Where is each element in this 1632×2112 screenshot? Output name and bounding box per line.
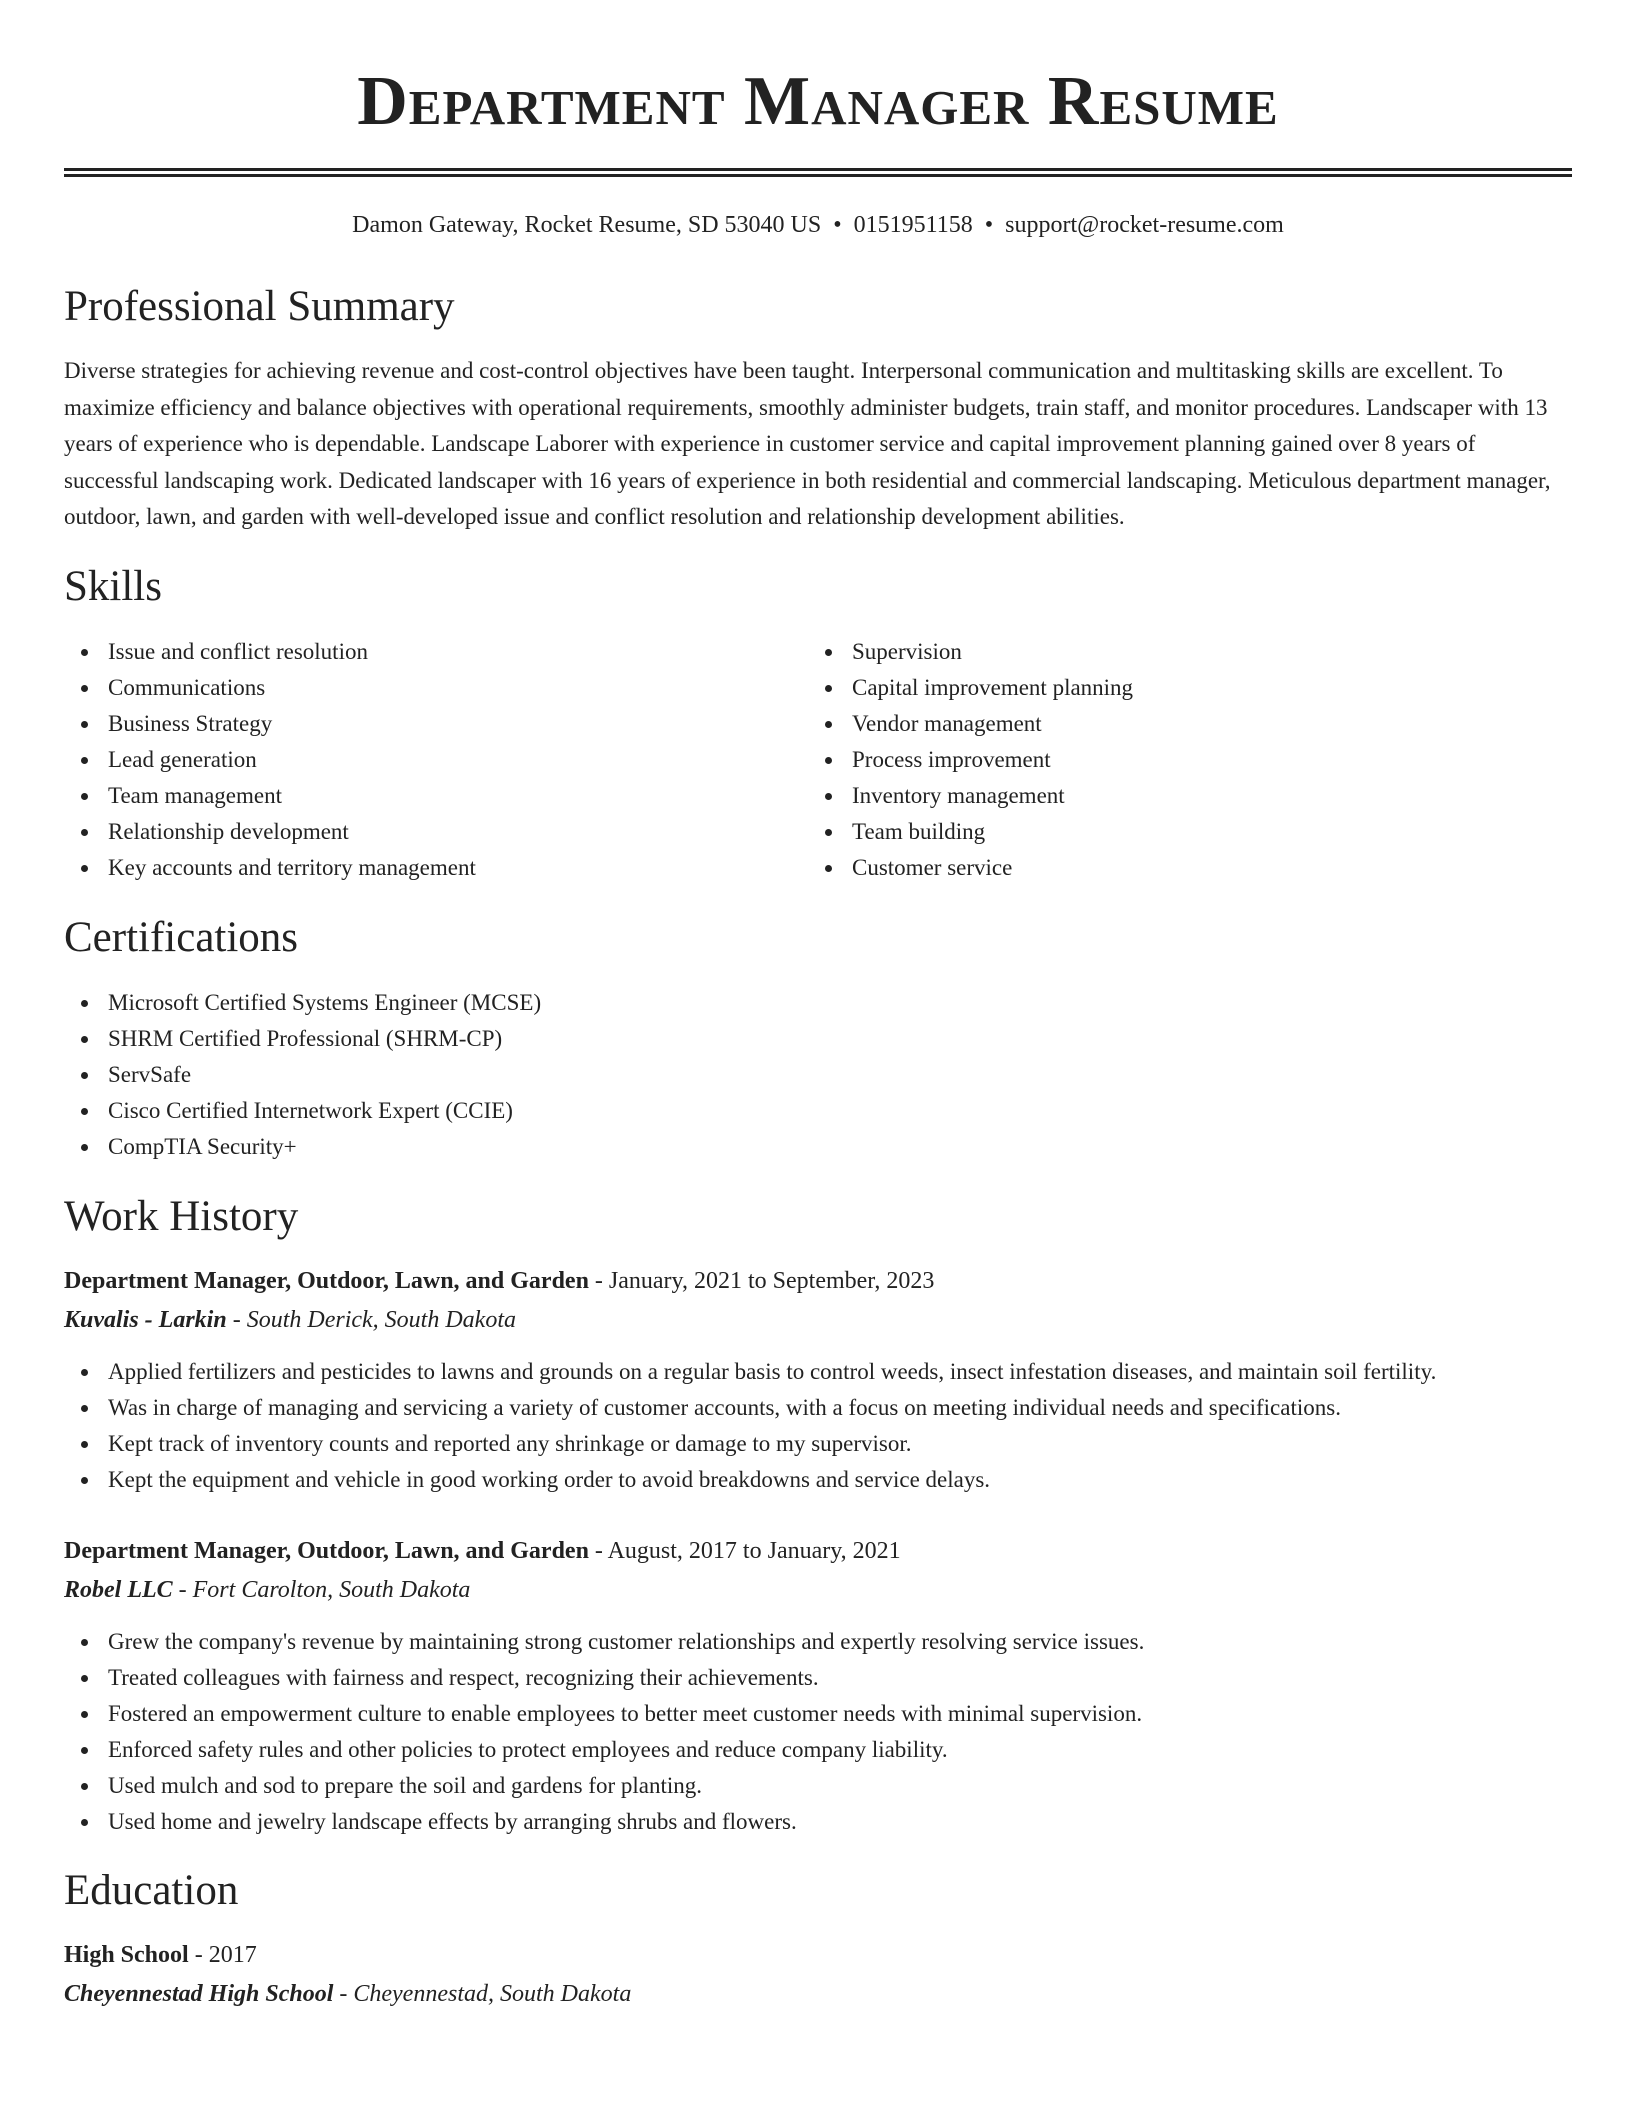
skills-section [64,562,1572,886]
job-dates: - August, 2017 to January, 2021 [588,1537,901,1564]
education-school: Cheyennestad High School [64,1980,334,2007]
education-degree-line [64,1936,1572,1974]
summary-section [64,282,1572,536]
skill-item: Lead generation [64,742,808,778]
skill-item: Business Strategy [64,706,808,742]
contact-separator: • [833,212,842,238]
contact-phone: 0151951158 [853,212,973,238]
summary-text: Diverse strategies for achieving revenue and cost-control objectives have been taught. Interpersonal communication and multitasking skills are excellent. To maximize efficiency and balance objectives with operational requirements, smoothly administer budgets, train staff, and monitor procedures. Landscaper with 13 years of experience who is dependable. Landscape Laborer with experience in customer service and capital improvement planning gained over 8 years of successful landscaping work. Dedicated landscaper with 16 years of experience in both residential and commercial landscaping. Meticulous department manager, outdoor, lawn, and garden with well-developed issue and conflict resolution and relationship development abilities. [64,358,1551,529]
certifications-list [64,985,1572,1165]
skill-item: Team building [808,814,1552,850]
education-year: - 2017 [188,1941,257,1968]
work-history-section [64,1192,1572,1840]
skills-right-list [808,634,1552,886]
job-company-line [64,1300,1572,1340]
job-bullet: Applied fertilizers and pesticides to lawns and grounds on a regular basis to control weeds, insect infestation diseases, and maintain soil fertility. [64,1354,1572,1390]
page-title: Department Manager Resume [357,63,1279,140]
job-company: Kuvalis - Larkin [64,1306,227,1333]
job-entry [64,1532,1572,1840]
skills-columns [64,634,1572,886]
skill-item: Team management [64,778,808,814]
skill-item: Process improvement [808,742,1552,778]
job-bullet: Treated colleagues with fairness and respect, recognizing their achievements. [64,1660,1572,1696]
certification-item: Cisco Certified Internetwork Expert (CCIE) [64,1093,1572,1129]
education-section [64,1866,1572,2014]
skill-item: Vendor management [808,706,1552,742]
certifications-section [64,913,1572,1165]
job-dates: - January, 2021 to September, 2023 [588,1267,935,1294]
job-bullet-list [64,1624,1572,1840]
certifications-heading: Certifications [64,913,299,961]
education-heading: Education [64,1866,239,1914]
job-bullet: Enforced safety rules and other policies to protect employees and reduce company liability. [64,1732,1572,1768]
job-title: Department Manager, Outdoor, Lawn, and Garden [64,1537,589,1564]
job-bullet: Used home and jewelry landscape effects by arranging shrubs and flowers. [64,1804,1572,1840]
job-bullet: Fostered an empowerment culture to enable employees to better meet customer needs with minimal supervision. [64,1696,1572,1732]
job-bullet-list [64,1354,1572,1498]
job-title-line [64,1262,1572,1300]
certification-item: SHRM Certified Professional (SHRM-CP) [64,1021,1572,1057]
certification-item: Microsoft Certified Systems Engineer (MCSE) [64,985,1572,1021]
job-bullet: Was in charge of managing and servicing a variety of customer accounts, with a focus on meeting individual needs and specifications. [64,1390,1572,1426]
resume-page [64,0,1572,2014]
job-bullet: Kept track of inventory counts and reported any shrinkage or damage to my supervisor. [64,1426,1572,1462]
education-location: - Cheyennestad, South Dakota [333,1980,632,2007]
skill-item: Issue and conflict resolution [64,634,808,670]
certification-item: CompTIA Security+ [64,1129,1572,1165]
skills-left-list [64,634,808,886]
skill-item: Key accounts and territory management [64,850,808,886]
job-company-line [64,1570,1572,1610]
contact-separator: • [984,212,994,238]
education-degree: High School [64,1941,189,1968]
summary-heading: Professional Summary [64,283,455,330]
skill-item: Relationship development [64,814,808,850]
contact-address: Damon Gateway, Rocket Resume, SD 53040 US [352,212,822,238]
education-school-line [64,1974,1572,2014]
contact-email: support@rocket-resume.com [1005,212,1284,238]
job-title-line [64,1532,1572,1570]
job-company: Robel LLC [64,1576,173,1603]
skills-heading: Skills [64,562,162,610]
contact-line [64,210,1572,240]
skill-item: Supervision [808,634,1552,670]
title-divider [64,168,1572,177]
job-title: Department Manager, Outdoor, Lawn, and Garden [64,1267,589,1294]
skill-item: Communications [64,670,808,706]
certification-item: ServSafe [64,1057,1572,1093]
job-bullet: Kept the equipment and vehicle in good working order to avoid breakdowns and service delays. [64,1462,1572,1498]
work-history-heading: Work History [64,1192,299,1240]
skill-item: Customer service [808,850,1552,886]
job-location: - South Derick, South Dakota [226,1306,516,1333]
skill-item: Capital improvement planning [808,670,1552,706]
job-location: - Fort Carolton, South Dakota [172,1576,471,1603]
job-bullet: Grew the company's revenue by maintaining strong customer relationships and expertly resolving service issues. [64,1624,1572,1660]
skill-item: Inventory management [808,778,1552,814]
job-bullet: Used mulch and sod to prepare the soil and gardens for planting. [64,1768,1572,1804]
job-entry [64,1262,1572,1498]
